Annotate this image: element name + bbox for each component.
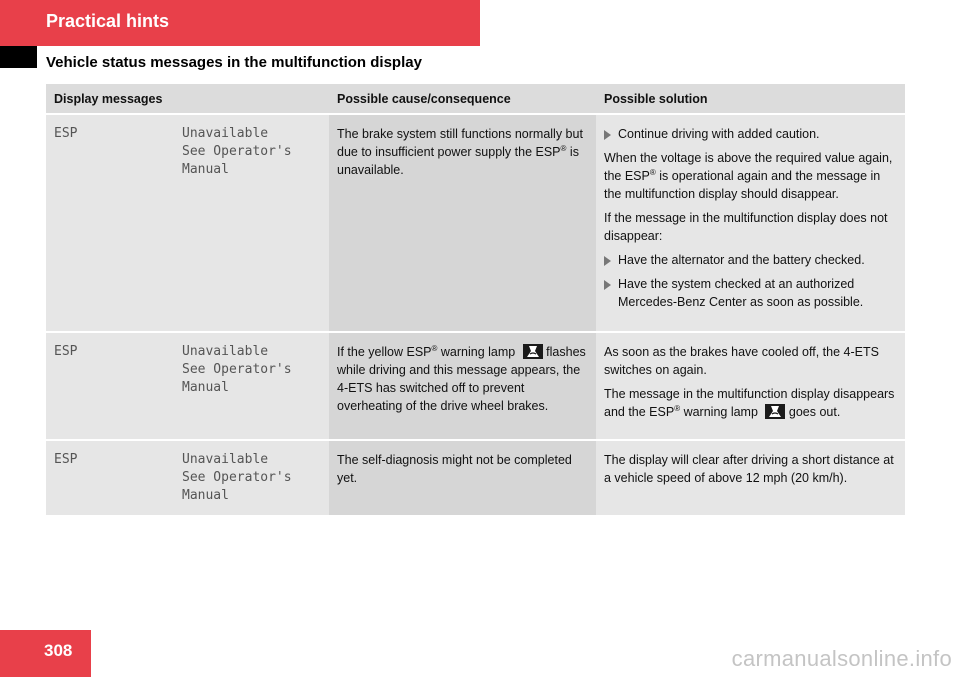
solution-text: If the message in the multifunction display does not disappear: — [604, 211, 888, 243]
display-message-text — [174, 333, 329, 441]
solution-text: When the voltage is above the required value again, the ESP® is operational again and the message in the multifunction display should disappear. — [604, 151, 893, 201]
status-messages-table — [46, 84, 905, 517]
solution-note — [604, 385, 897, 421]
solution-note — [604, 209, 897, 245]
solution-text: Continue driving with added caution. — [618, 127, 820, 141]
display-message-line: See Operator's — [182, 144, 292, 159]
column-header-solution: Possible solution — [596, 84, 905, 115]
table-row — [46, 115, 905, 333]
display-message-line: See Operator's — [182, 470, 292, 485]
arrow-bullet-icon — [604, 130, 611, 140]
arrow-bullet-icon — [604, 256, 611, 266]
display-message-line: Unavailable — [182, 452, 269, 467]
solution-step — [604, 125, 897, 143]
display-message-line: Manual — [182, 488, 229, 503]
display-message-line: Manual — [182, 380, 229, 395]
possible-solution — [596, 115, 905, 333]
possible-cause: The self-diagnosis might not be completed yet. — [329, 441, 596, 517]
solution-text: The display will clear after driving a short distance at a vehicle speed of above 12 mph (20 km/h). — [604, 453, 894, 485]
section-title: Practical hints — [46, 11, 170, 31]
display-message-code: ESP — [46, 441, 174, 517]
solution-note — [604, 149, 897, 203]
solution-note — [604, 451, 897, 487]
solution-text: As soon as the brakes have cooled off, the 4-ETS switches on again. — [604, 345, 879, 377]
esp-warning-lamp-icon — [765, 404, 785, 419]
solution-step — [604, 275, 897, 311]
column-header-display: Display messages — [46, 84, 329, 115]
table-row — [46, 441, 905, 517]
display-message-line: Manual — [182, 162, 229, 177]
solution-step — [604, 251, 897, 269]
possible-solution — [596, 333, 905, 441]
display-message-code: ESP — [46, 333, 174, 441]
page-number: 308 — [44, 641, 73, 660]
possible-solution — [596, 441, 905, 517]
solution-text: Have the alternator and the battery checked. — [618, 253, 865, 267]
solution-text: The message in the multifunction display disappears and the ESP® warning lamp goes out. — [604, 387, 895, 419]
page-subtitle: Vehicle status messages in the multifunction display — [46, 54, 422, 71]
display-message-line: See Operator's — [182, 362, 292, 377]
display-message-text — [174, 115, 329, 333]
display-message-code: ESP — [46, 115, 174, 333]
solution-text: Have the system checked at an authorized Mercedes-Benz Center as soon as possible. — [618, 277, 864, 309]
watermark: carmanualsonline.info — [731, 646, 952, 671]
arrow-bullet-icon — [604, 280, 611, 290]
table-row — [46, 333, 905, 441]
display-message-line: Unavailable — [182, 344, 269, 359]
table-header-row — [46, 84, 905, 115]
possible-cause: The brake system still functions normally but due to insufficient power supply the ESP® is unavailable. — [329, 115, 596, 333]
solution-note — [604, 343, 897, 379]
header-marker — [0, 46, 37, 68]
display-message-text — [174, 441, 329, 517]
esp-warning-lamp-icon — [523, 344, 543, 359]
display-message-line: Unavailable — [182, 126, 269, 141]
possible-cause: If the yellow ESP® warning lamp flashes while driving and this message appears, the 4-ETS has switched off to prevent overheating of the drive wheel brakes. — [329, 333, 596, 441]
column-header-cause: Possible cause/consequence — [329, 84, 596, 115]
